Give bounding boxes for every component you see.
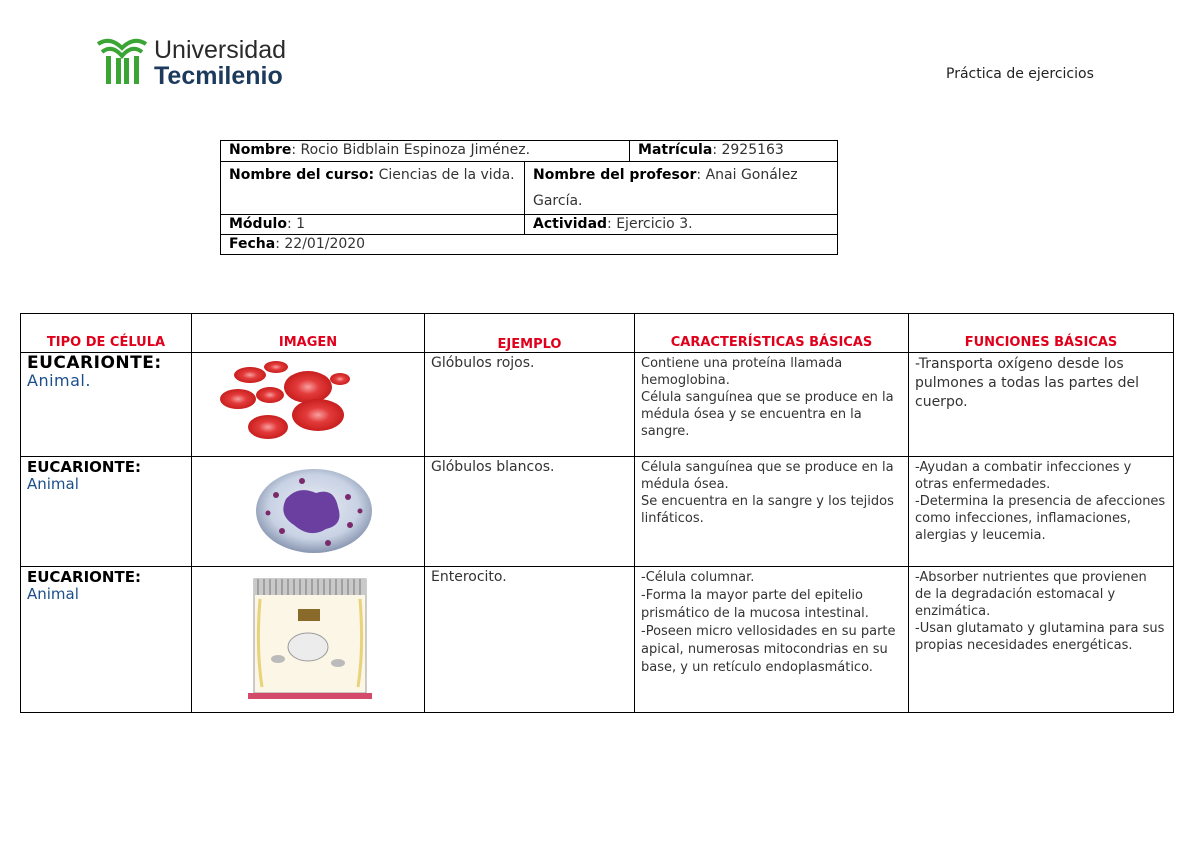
cell-functions: -Absorber nutrientes que provienen de la degradación estomacal y enzimática. -Usan glutamato y glutamina para sus propias necesidades energéticas.: [909, 567, 1174, 713]
white-blood-cell-icon: [198, 459, 431, 559]
cell-example: Glóbulos blancos.: [425, 457, 635, 567]
info-modulo: Módulo: 1: [221, 215, 525, 235]
red-blood-cells-icon: [198, 355, 431, 449]
info-profesor: Nombre del profesor: Anai Gonález García.: [525, 162, 838, 215]
logo-mark-icon: [94, 34, 150, 88]
table-row: [21, 353, 1174, 457]
cell-type: EUCARIONTE: Animal.: [21, 353, 192, 457]
university-logo: [94, 32, 294, 92]
cell-functions: -Ayudan a combatir infecciones y otras enfermedades. -Determina la presencia de afecciones como infecciones, inflamaciones, alergias y leucemia.: [909, 457, 1174, 567]
enterocyte-diagram-icon: [198, 569, 431, 705]
info-nombre: Nombre: Rocio Bidblain Espinoza Jiménez.: [221, 141, 630, 162]
logo-university-text: Universidad: [154, 36, 287, 64]
table-row: [21, 457, 1174, 567]
header-funciones: FUNCIONES BÁSICAS: [909, 314, 1174, 353]
info-curso: Nombre del curso: Ciencias de la vida.: [221, 162, 525, 215]
student-info-table: [220, 140, 838, 255]
logo-tecmilenio-text: Tecmilenio: [154, 62, 283, 90]
header-caracteristicas: CARACTERÍSTICAS BÁSICAS: [635, 314, 909, 353]
header-tipo: TIPO DE CÉLULA: [21, 314, 192, 353]
document-type: Práctica de ejercicios: [946, 66, 1094, 82]
cell-types-table: [20, 313, 1174, 713]
header-ejemplo: EJEMPLO: [425, 314, 635, 353]
header-imagen: IMAGEN: [192, 314, 425, 353]
cell-functions: -Transporta oxígeno desde los pulmones a todas las partes del cuerpo.: [909, 353, 1174, 457]
cell-example: Glóbulos rojos.: [425, 353, 635, 457]
cell-example: Enterocito.: [425, 567, 635, 713]
red-blood-cells-image: [192, 353, 425, 457]
info-fecha: Fecha: 22/01/2020: [221, 235, 838, 255]
cell-characteristics: Contiene una proteína llamada hemoglobina. Célula sanguínea que se produce en la médula ósea y se encuentra en la sangre.: [635, 353, 909, 457]
info-matricula: Matrícula: 2925163: [630, 141, 838, 162]
cell-characteristics: -Célula columnar. -Forma la mayor parte del epitelio prismático de la mucosa intestinal. -Poseen micro vellosidades en su parte apical, numerosas mitocondrias en su base, y un retículo endoplasmático.: [635, 567, 909, 713]
table-row: [21, 567, 1174, 713]
cell-type: EUCARIONTE: Animal: [21, 457, 192, 567]
info-actividad: Actividad: Ejercicio 3.: [525, 215, 838, 235]
cell-characteristics: Célula sanguínea que se produce en la médula ósea. Se encuentra en la sangre y los tejidos linfáticos.: [635, 457, 909, 567]
white-blood-cell-image: [192, 457, 425, 567]
enterocyte-image: [192, 567, 425, 713]
cell-type: EUCARIONTE: Animal: [21, 567, 192, 713]
